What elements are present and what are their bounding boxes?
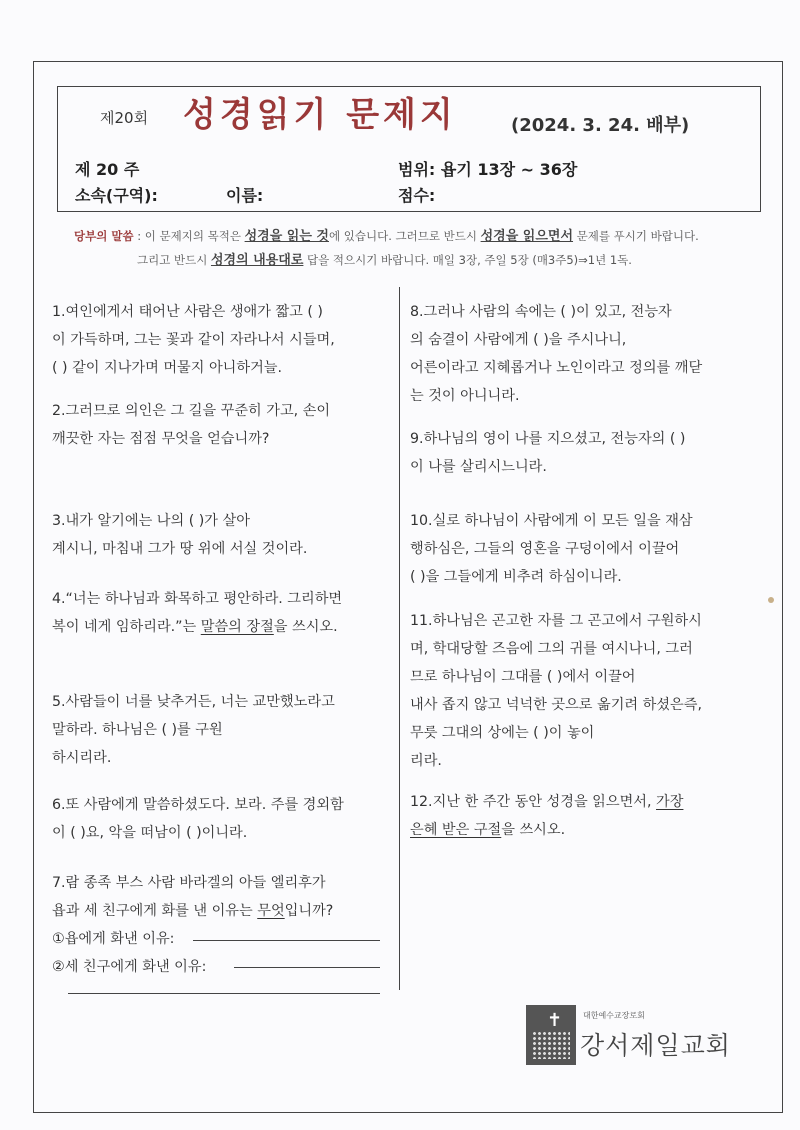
issue-date: (2024. 3. 24. 배부) [511,115,690,136]
question-line: 며, 학대당할 즈음에 그의 귀를 여시나니, 그러 [410,641,693,657]
question-line: 6.또 사람에게 말씀하셨도다. 보라. 주를 경외함 [52,797,344,813]
answer-line-3[interactable] [68,993,380,994]
question-9[interactable] [410,425,685,481]
question-line: 9.하나님의 영이 나를 지으셨고, 전능자의 ( ) [410,431,686,447]
question-7[interactable] [52,869,333,981]
intro-text: 답을 적으시기 바랍니다. 매일 3장, 주일 5장 (매3주5)⇒1년 1독. [303,253,632,267]
question-line: 3.내가 알기에는 나의 ( )가 살아 [52,513,250,529]
question-2[interactable] [52,397,330,453]
question-line: 내사 좁지 않고 넉넉한 곳으로 옮기려 하셨은즉, [410,697,702,713]
question-line: 어른이라고 지혜롭거나 노인이라고 정의를 깨닫 [410,360,703,376]
question-text: 욥과 세 친구에게 화를 낸 이유는 [52,903,258,919]
question-line [52,613,342,641]
question-line: 5.사람들이 너를 낮추거든, 너는 교만했노라고 [52,694,335,710]
intro-text: 문제를 푸시기 바랍니다. [573,229,699,243]
week-label: 제 20 주 [75,160,140,179]
question-line: 는 것이 아니니라. [410,388,520,404]
intro-line-1 [74,225,699,244]
church-logo-mark [526,1005,576,1065]
question-line: 말하라. 하나님은 ( )를 구원 [52,722,223,738]
intro-emphasis: 성경을 읽으면서 [480,229,574,244]
question-text: 입니까? [284,903,334,919]
question-emphasis: 무엇 [257,903,285,919]
question-line: 이 나를 살리시느니라. [410,459,547,475]
question-text: 복이 네게 임하리라.”는 [52,619,201,635]
question-5[interactable] [52,688,335,772]
question-emphasis: 은혜 받은 구절 [410,822,502,838]
intro-line-2 [137,249,632,268]
question-line: 1.여인에게서 태어난 사람은 생애가 짧고 ( ) [52,304,323,320]
intro-emphasis: 성경을 읽는 것 [244,229,329,244]
score-field[interactable]: 점수: [398,186,436,205]
column-divider [399,287,400,990]
question-line [410,816,683,844]
question-line: ( )을 그들에게 비추려 하심이니라. [410,569,622,585]
question-line: 의 숨결이 사람에게 ( )을 주시나니, [410,332,627,348]
question-line [52,897,333,925]
question-line: 계시니, 마침내 그가 땅 위에 서실 것이라. [52,541,308,557]
question-text: 12.지난 한 주간 동안 성경을 읽으면서, [410,794,657,810]
question-line: 무릇 그대의 상에는 ( )이 놓이 [410,725,595,741]
question-text: 을 쓰시오. [501,822,566,838]
question-line: 깨끗한 자는 점점 무엇을 얻습니까? [52,431,270,447]
header-box [57,86,761,212]
intro-text: : 이 문제지의 목적은 [133,229,245,243]
question-line: 4.“너는 하나님과 화목하고 평안하라. 그리하면 [52,591,343,607]
question-line: 2.그러므로 의인은 그 길을 꾸준히 가고, 손이 [52,403,331,419]
answer-label-2: ②세 친구에게 화낸 이유: [52,959,207,975]
answer-line-2[interactable] [234,967,380,968]
answer-line-1[interactable] [193,940,380,941]
paper-speck [768,597,774,603]
question-line [410,788,683,816]
question-line: 하시리라. [52,750,112,766]
question-6[interactable] [52,791,344,847]
question-1[interactable] [52,298,335,382]
question-line: 행하심은, 그들의 영혼을 구덩이에서 이끌어 [410,541,680,557]
question-line: 이 ( )요, 악을 떠남이 ( )이니라. [52,825,248,841]
question-12[interactable] [410,788,683,844]
question-line: 므로 하나님이 그대를 ( )에서 이끌어 [410,669,636,685]
name-field[interactable]: 이름: [226,186,264,205]
intro-text: 에 있습니다. 그러므로 반드시 [329,229,481,243]
question-10[interactable] [410,507,693,591]
denomination-label: 대한예수교장로회 [583,1011,645,1020]
affiliation-field[interactable]: 소속(구역): [75,186,158,205]
question-line: 11.하나님은 곤고한 자를 그 곤고에서 구원하시 [410,613,702,629]
question-4[interactable] [52,585,342,641]
question-3[interactable] [52,507,307,563]
dots-pattern [532,1031,570,1059]
question-line: 7.람 종족 부스 사람 바라겔의 아들 엘리후가 [52,875,326,891]
range-label: 범위: 욥기 13장 ~ 36장 [398,160,578,179]
question-text: 을 쓰시오. [273,619,338,635]
question-emphasis: 말씀의 장절 [200,619,274,635]
question-line: 리라. [410,753,442,769]
intro-text: 그리고 반드시 [137,253,211,267]
question-line: 이 가득하며, 그는 꽃과 같이 자라나서 시들며, [52,332,335,348]
church-name: 강서제일교회 [580,1031,731,1060]
question-line: 10.실로 하나님이 사람에게 이 모든 일을 재삼 [410,513,693,529]
intro-emphasis: 성경의 내용대로 [210,253,304,268]
question-emphasis: 가장 [656,794,684,810]
answer-label-1: ①욥에게 화낸 이유: [52,931,175,947]
question-line: 8.그러나 사람의 속에는 ( )이 있고, 전능자 [410,304,672,320]
page-title: 성경읽기 문제지 [183,95,457,135]
intro-label: 당부의 말씀 [74,229,134,243]
question-line: ( ) 같이 지나가며 머물지 아니하거늘. [52,360,283,376]
round-label: 제20회 [100,109,149,127]
question-8[interactable] [410,298,702,410]
cross-icon: ✝ [547,1010,563,1031]
question-11[interactable] [410,607,702,775]
